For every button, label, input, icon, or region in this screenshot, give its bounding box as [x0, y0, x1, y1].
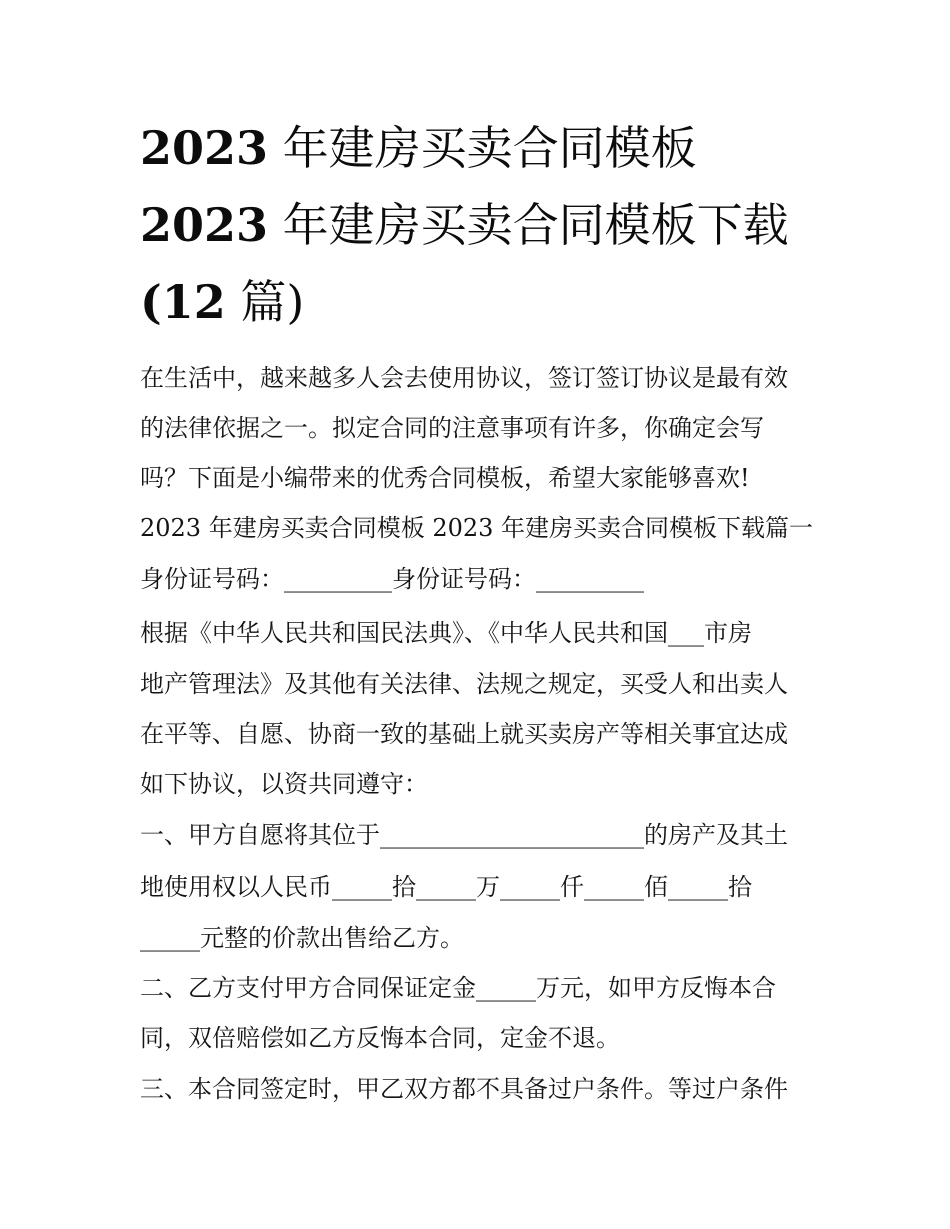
body-line: 在生活中，越来越多人会去使用协议，签订签订协议是最有效: [140, 364, 788, 392]
document-title-line-2: [140, 195, 840, 255]
title-text: 年建房买卖合同模板下载: [282, 198, 789, 252]
body-line: 一、甲方自愿将其位于______________________的房产及其土: [140, 821, 788, 849]
title-year: 2023: [140, 198, 269, 252]
body-line: 地产管理法》及其他有关法律、法规之规定，买受人和出卖人: [140, 670, 788, 698]
body-line: 二、乙方支付甲方合同保证定金_____万元，如甲方反悔本合: [140, 974, 776, 1002]
body-line: 根据《中华人民共和国民法典》、《中华人民共和国___市房: [140, 619, 752, 647]
body-line: 同，双倍赔偿如乙方反悔本合同，定金不退。: [140, 1024, 620, 1052]
title-year: 2023: [140, 121, 269, 175]
document-title-line-3: [140, 272, 840, 332]
body-line: 身份证号码：_________身份证号码：_________: [140, 565, 644, 593]
body-line: 地使用权以人民币_____拾_____万_____仟_____佰_____拾: [140, 873, 752, 901]
body-line: 2023 年建房买卖合同模板 2023 年建房买卖合同模板下载篇一: [140, 514, 814, 542]
body-line: 三、本合同签定时，甲乙双方都不具备过户条件。等过户条件: [140, 1075, 788, 1103]
title-count: (12: [140, 275, 226, 329]
body-line: 在平等、自愿、协商一致的基础上就买卖房产等相关事宜达成: [140, 720, 788, 748]
body-line: _____元整的价款出售给乙方。: [140, 924, 464, 952]
title-text: 年建房买卖合同模板: [282, 121, 697, 175]
body-line: 的法律依据之一。拟定合同的注意事项有许多，你确定会写: [140, 414, 764, 442]
title-text: 篇): [240, 275, 305, 329]
body-line: 吗？下面是小编带来的优秀合同模板，希望大家能够喜欢!: [140, 464, 750, 492]
document-title-line-1: [140, 118, 840, 178]
body-line: 如下协议，以资共同遵守：: [140, 770, 428, 798]
